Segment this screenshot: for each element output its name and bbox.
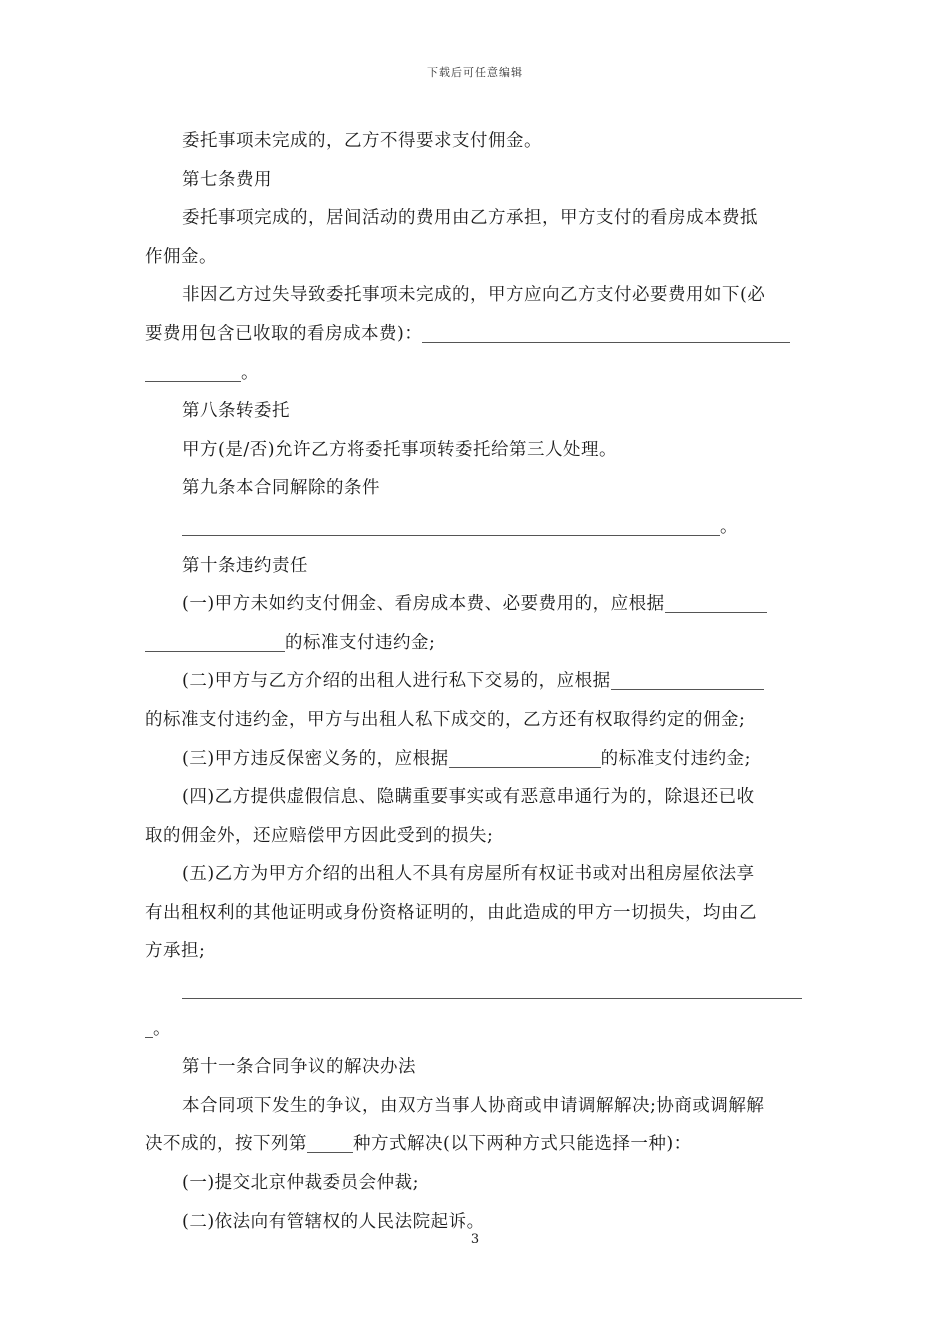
paragraph-line — [145, 740, 810, 779]
blank-underline — [182, 515, 720, 536]
paragraph-line — [145, 971, 810, 1010]
line-text: 的标准支付违约金; — [285, 632, 436, 653]
paragraph-line: 委托事项完成的，居间活动的费用由乙方承担，甲方支付的看房成本费抵 — [182, 208, 758, 229]
paragraph-line — [145, 1125, 810, 1164]
paragraph-line — [145, 508, 810, 547]
blank-underline — [665, 592, 767, 613]
page-number: 3 — [470, 1232, 480, 1247]
line-text: 决不成的，按下列第 — [145, 1134, 307, 1155]
article-10-heading: 第十条违约责任 — [182, 555, 308, 576]
paragraph-line: 作佣金。 — [145, 246, 217, 267]
paragraph-line — [145, 1010, 810, 1049]
paragraph-line: 本合同项下发生的争议，由双方当事人协商或申请调解解决;协商或调解解 — [182, 1095, 765, 1116]
paragraph-line: 的标准支付违约金，甲方与出租人私下成交的，乙方还有权取得约定的佣金; — [145, 709, 746, 730]
paragraph-line: 委托事项未完成的，乙方不得要求支付佣金。 — [182, 131, 542, 151]
paragraph-line: (二)依法向有管辖权的人民法院起诉。 — [182, 1211, 485, 1232]
blank-underline — [145, 361, 241, 382]
paragraph-line: 非因乙方过失导致委托事项未完成的，甲方应向乙方支付必要费用如下(必 — [182, 285, 766, 306]
article-8-heading: 第八条转委托 — [182, 401, 290, 422]
document-body — [145, 122, 810, 1241]
paragraph-line: 有出租权利的其他证明或身份资格证明的，由此造成的甲方一切损失，均由乙 — [145, 902, 757, 923]
article-11-heading: 第十一条合同争议的解决办法 — [182, 1057, 416, 1078]
line-text: 的标准支付违约金; — [600, 748, 752, 769]
line-text: 。 — [241, 362, 259, 383]
paragraph-line: (四)乙方提供虚假信息、隐瞒重要事实或有恶意串通行为的，除退还已收 — [182, 787, 755, 808]
paragraph-line — [145, 354, 810, 393]
line-text: 种方式解决(以下两种方式只能选择一种)： — [353, 1134, 692, 1155]
paragraph-line: (五)乙方为甲方介绍的出租人不具有房屋所有权证书或对出租房屋依法享 — [182, 864, 755, 885]
line-text: (一)甲方未如约支付佣金、看房成本费、必要费用的，应根据 — [182, 594, 665, 615]
article-7-heading: 第七条费用 — [182, 169, 272, 190]
paragraph-line — [145, 662, 810, 701]
blank-underline — [182, 978, 802, 999]
line-text: (三)甲方违反保密义务的，应根据 — [182, 748, 449, 769]
paragraph-line — [145, 585, 810, 624]
paragraph-line — [145, 624, 810, 663]
blank-underline — [422, 322, 790, 343]
line-text: 。 — [720, 516, 738, 537]
line-text: 要费用包含已收取的看房成本费)： — [145, 323, 423, 344]
blank-underline — [145, 1017, 153, 1038]
article-9-heading: 第九条本合同解除的条件 — [182, 478, 380, 499]
line-text: (二)甲方与乙方介绍的出租人进行私下交易的，应根据 — [182, 671, 611, 692]
line-text: 。 — [153, 1018, 171, 1039]
blank-underline — [449, 747, 601, 768]
paragraph-line — [145, 315, 810, 354]
paragraph-line: 方承担; — [145, 941, 206, 962]
paragraph-line: 甲方(是/否)允许乙方将委托事项转委托给第三人处理。 — [182, 439, 618, 460]
blank-underline — [611, 669, 764, 690]
blank-underline — [307, 1132, 353, 1153]
blank-underline — [145, 631, 285, 652]
paragraph-line: (一)提交北京仲裁委员会仲裁; — [182, 1173, 420, 1194]
paragraph-line: 取的佣金外，还应赔偿甲方因此受到的损失; — [145, 825, 494, 846]
page-header: 下载后可任意编辑 — [427, 66, 523, 79]
